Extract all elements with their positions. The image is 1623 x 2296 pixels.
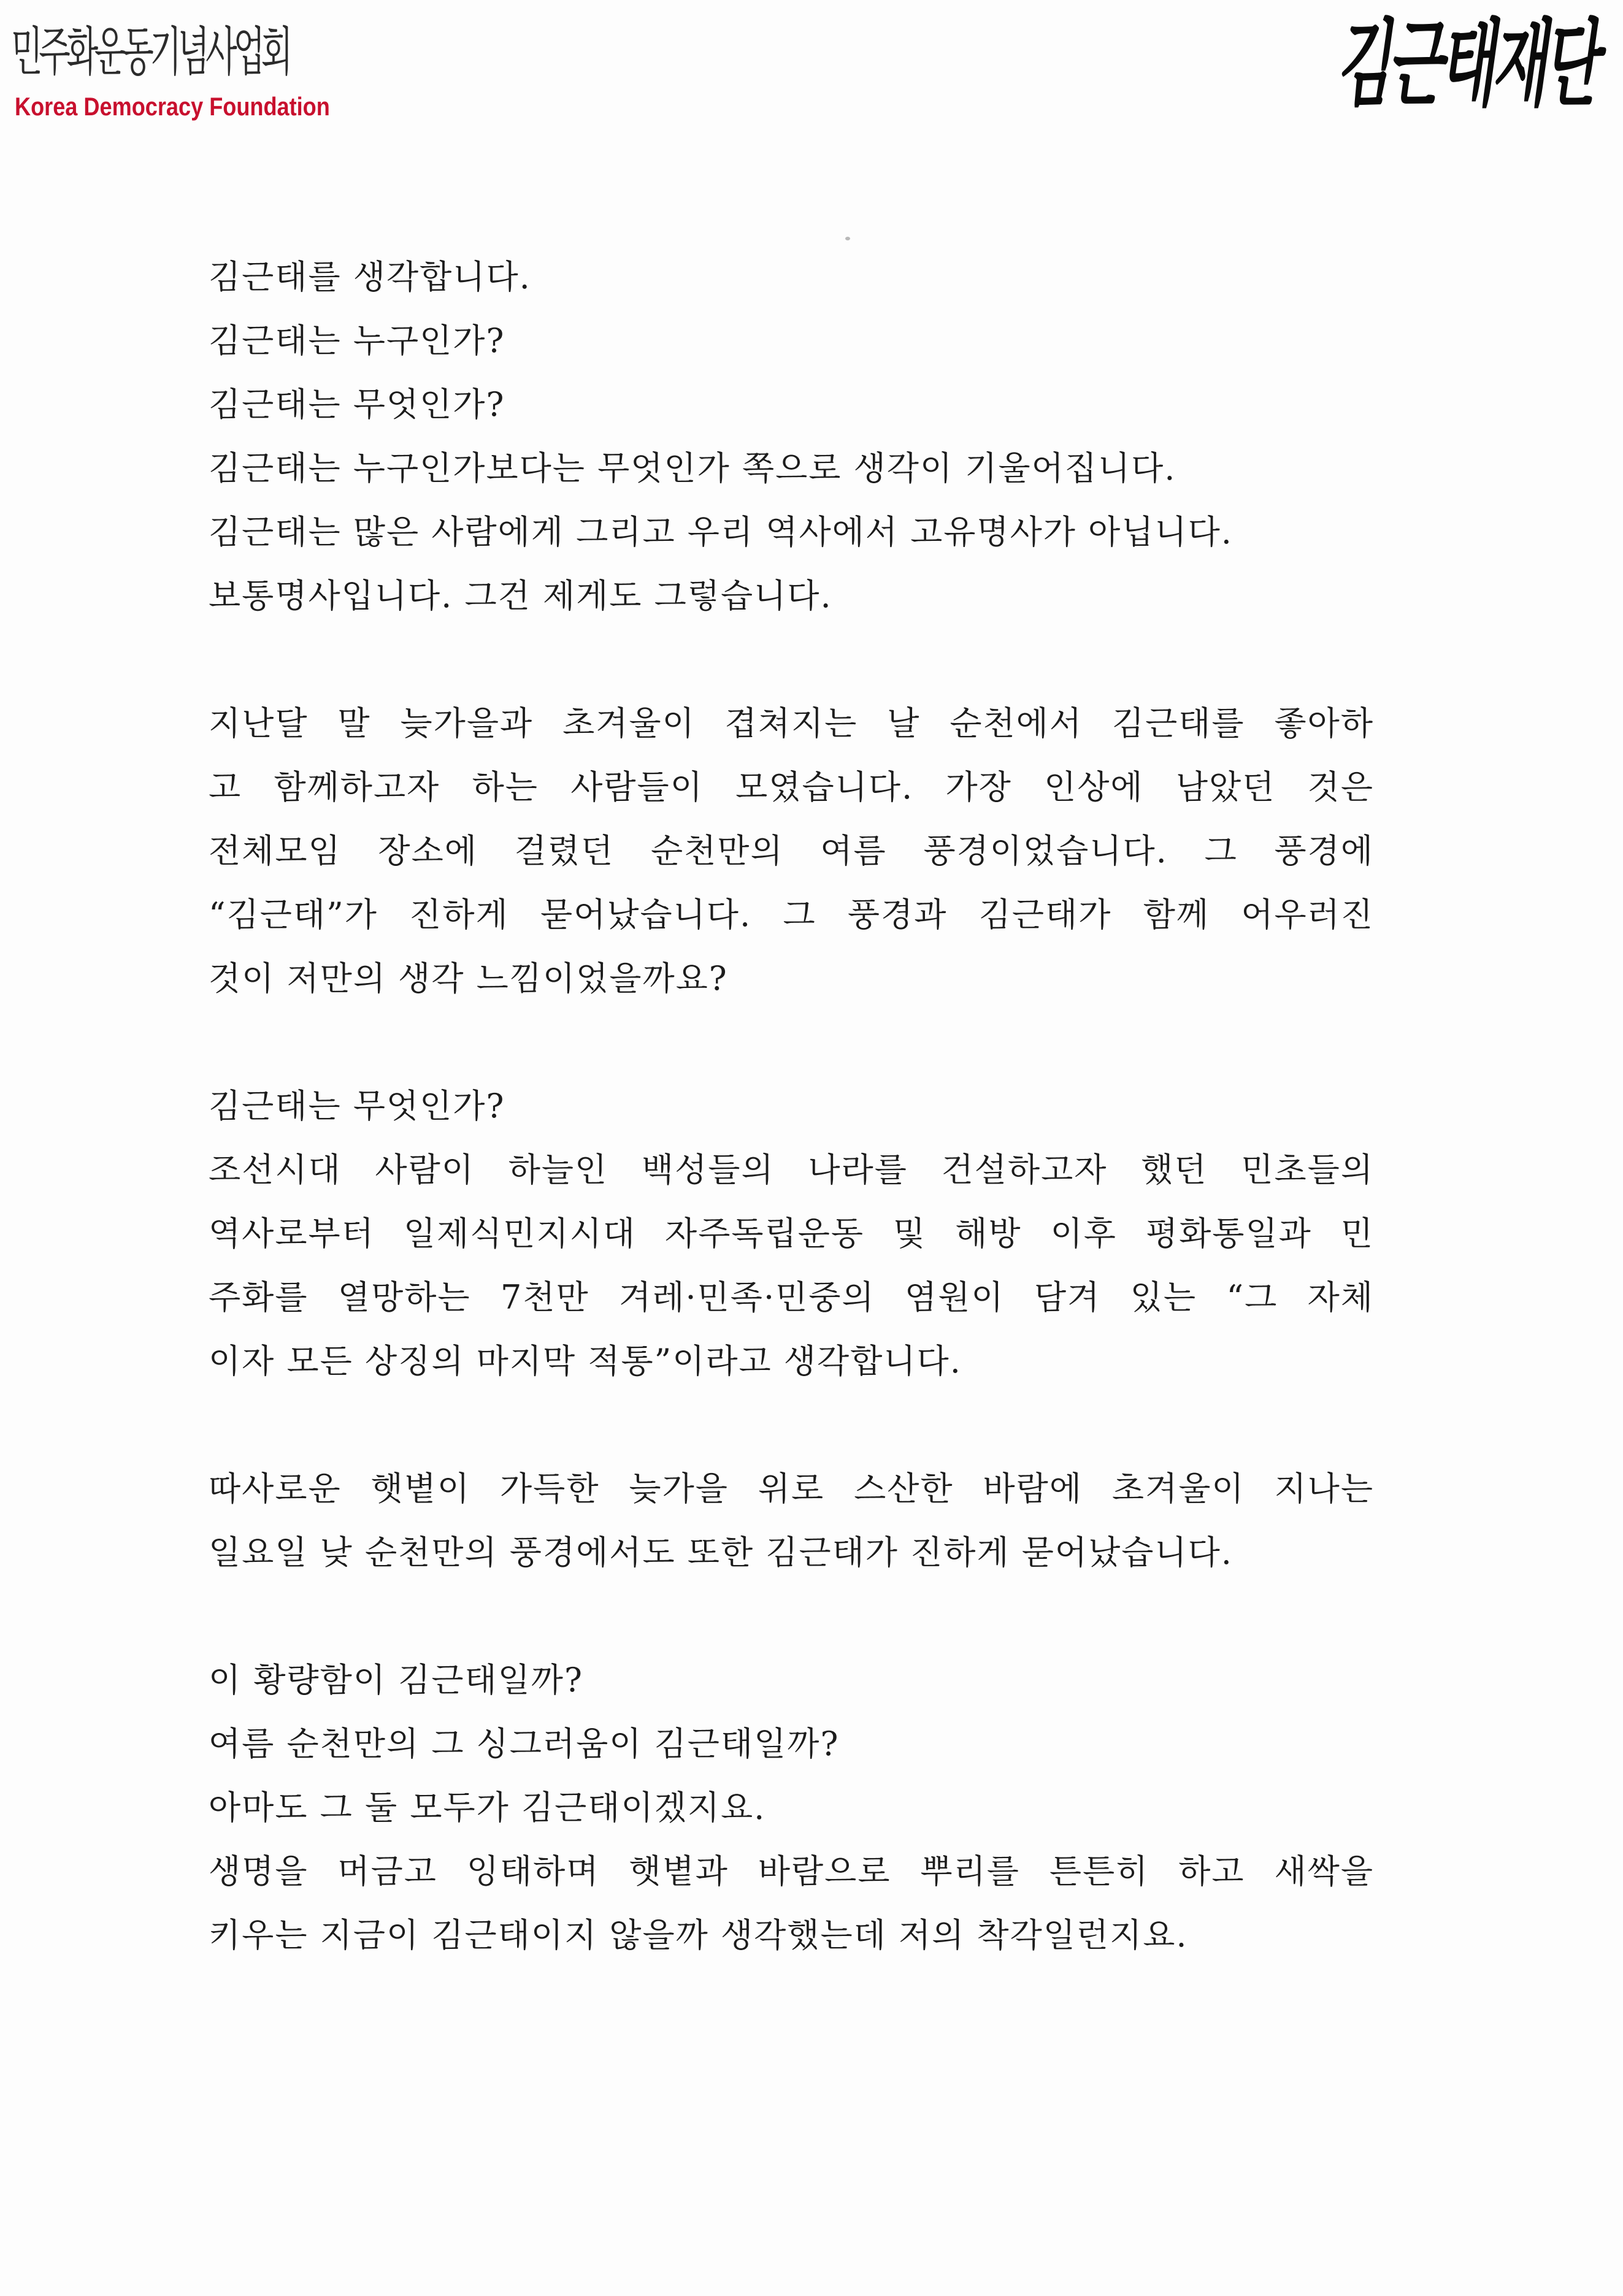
text-line: 김근태를 생각합니다. bbox=[209, 258, 531, 296]
text-line: 따사로운 햇볕이 가득한 늦가을 위로 스산한 바람에 초겨울이 지나는 bbox=[209, 1469, 1374, 1508]
text-line: “김근태”가 진하게 묻어났습니다. 그 풍경과 김근태가 함께 어우러진 bbox=[209, 895, 1374, 934]
text-line: 김근태는 누구인가? bbox=[209, 321, 505, 360]
paragraph-gap bbox=[209, 1393, 1374, 1457]
letter-body bbox=[209, 245, 1374, 1967]
text-line: 일요일 낮 순천만의 풍경에서도 또한 김근태가 진하게 묻어났습니다. bbox=[209, 1533, 1233, 1572]
text-line: 역사로부터 일제식민지시대 자주독립운동 및 해방 이후 평화통일과 민 bbox=[209, 1214, 1374, 1253]
text-line: 조선시대 사람이 하늘인 백성들의 나라를 건설하고자 했던 민초들의 bbox=[209, 1150, 1374, 1189]
paragraph-gap bbox=[209, 1011, 1374, 1074]
text-line: 키우는 지금이 김근태이지 않을까 생각했는데 저의 착각일런지요. bbox=[209, 1916, 1188, 1954]
paragraph-5 bbox=[209, 1648, 1374, 1967]
text-line: 주화를 열망하는 7천만 겨레·민족·민중의 염원이 담겨 있는 “그 자체 bbox=[209, 1278, 1374, 1317]
text-line: 아마도 그 둘 모두가 김근태이겠지요. bbox=[209, 1788, 766, 1827]
korea-democracy-foundation-logo bbox=[11, 18, 330, 129]
paragraph-3 bbox=[209, 1074, 1374, 1393]
text-line: 생명을 머금고 잉태하며 햇볕과 바람으로 뿌리를 튼튼히 하고 새싹을 bbox=[209, 1852, 1374, 1891]
text-line: 여름 순천만의 그 싱그러움이 김근태일까? bbox=[209, 1724, 840, 1763]
text-line: 이 황량함이 김근태일까? bbox=[209, 1661, 583, 1699]
text-line: 이자 모든 상징의 마지막 적통”이라고 생각합니다. bbox=[209, 1342, 962, 1380]
kdf-logo-korean-text: 민주화운동기념사업회 bbox=[11, 21, 290, 83]
foundation-logo-text: 김근태재단 bbox=[1332, 9, 1608, 120]
kim-geun-tae-foundation-logo bbox=[1332, 6, 1608, 129]
text-line: 지난달 말 늦가을과 초겨울이 겹쳐지는 날 순천에서 김근태를 좋아하 bbox=[209, 704, 1374, 743]
paper-speck bbox=[845, 237, 850, 240]
text-line: 전체모임 장소에 걸렸던 순천만의 여름 풍경이었습니다. 그 풍경에 bbox=[209, 832, 1374, 870]
text-line: 보통명사입니다. 그건 제게도 그렇습니다. bbox=[209, 576, 832, 615]
text-line: 김근태는 많은 사람에게 그리고 우리 역사에서 고유명사가 아닙니다. bbox=[209, 513, 1233, 551]
text-line: 김근태는 무엇인가? bbox=[209, 385, 505, 424]
text-line: 것이 저만의 생각 느낌이었을까요? bbox=[209, 959, 728, 998]
paragraph-2 bbox=[209, 692, 1374, 1011]
kdf-logo-english-text: Korea Democracy Foundation bbox=[15, 92, 330, 121]
paragraph-gap bbox=[209, 628, 1374, 692]
text-line: 고 함께하고자 하는 사람들이 모였습니다. 가장 인상에 남았던 것은 bbox=[209, 768, 1374, 806]
paragraph-gap bbox=[209, 1585, 1374, 1648]
paragraph-4 bbox=[209, 1457, 1374, 1585]
paragraph-1 bbox=[209, 245, 1374, 628]
text-line: 김근태는 무엇인가? bbox=[209, 1087, 505, 1125]
text-line: 김근태는 누구인가보다는 무엇인가 쪽으로 생각이 기울어집니다. bbox=[209, 449, 1176, 488]
